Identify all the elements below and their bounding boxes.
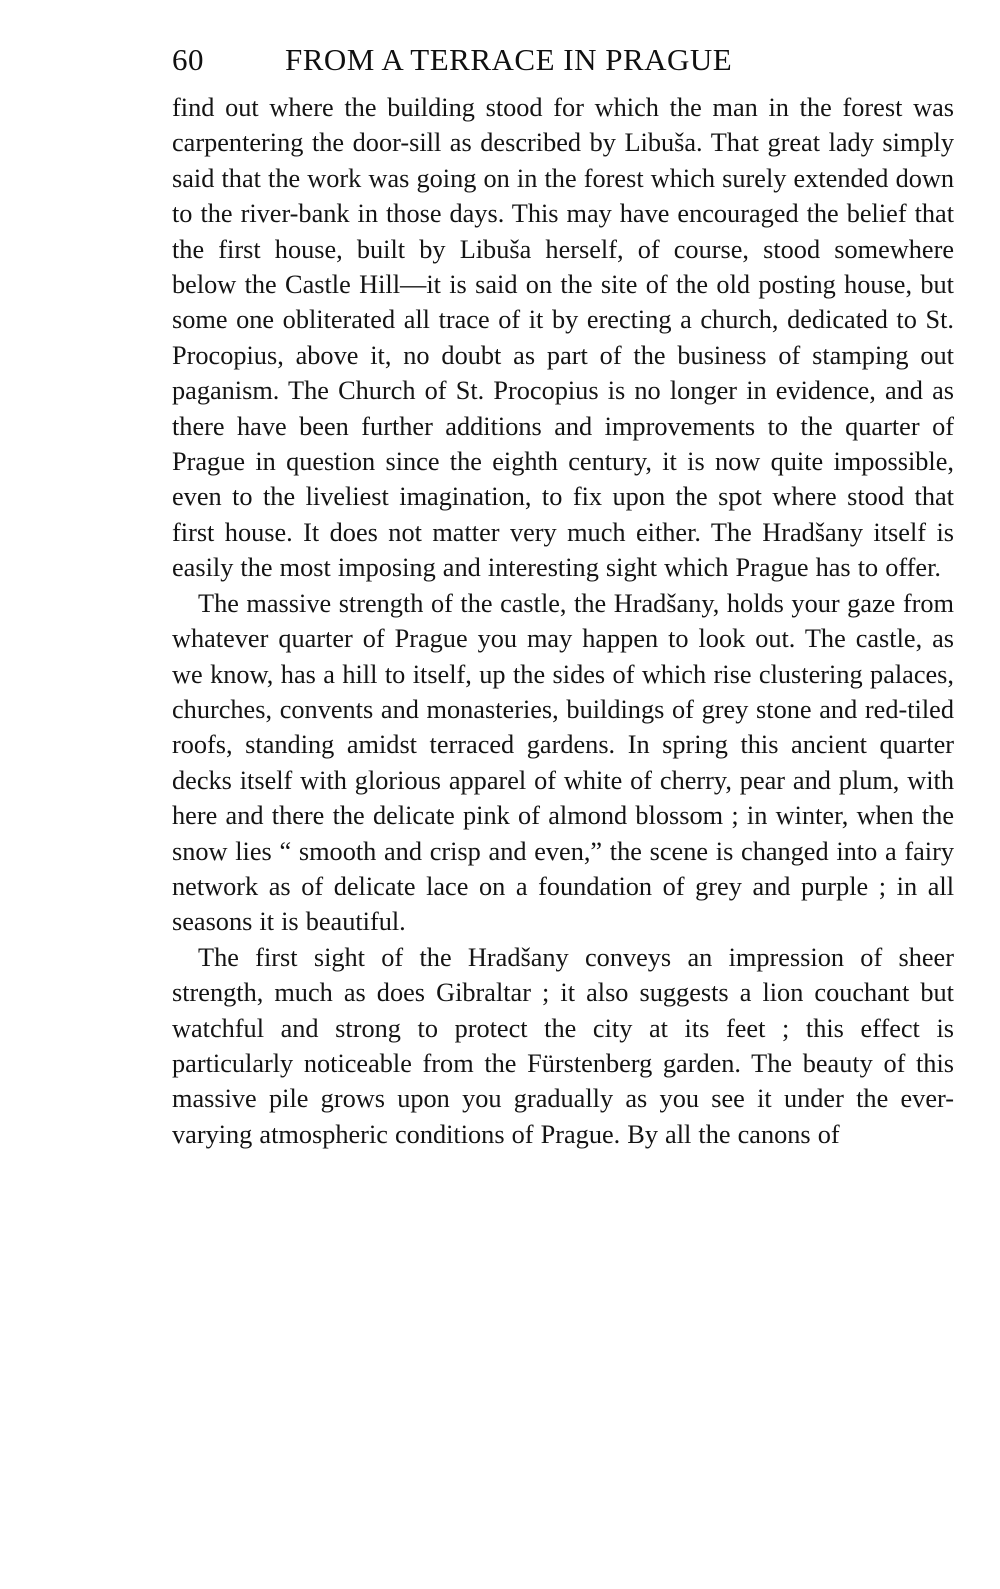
paragraph-first-sight: The first sight of the Hradšany conveys an impression of sheer strength, much as does Gibraltar ; it also suggests a lion couchant but watchful and strong to protect the city at its feet ; this effect is particularly noticeable from the Fürstenberg garden. The beauty of this massive pile grows upon you gradually as you see it under the ever-varying atmospheric conditions of Prague. By all the canons of [172, 942, 954, 1149]
paragraph-continued: find out where the building stood for which the man in the forest was carpentering the door-sill as described by Libuša. That great lady simply said that the work was going on in the forest which surely extended down to the river-bank in those days. This may have encouraged the belief that the first house, built by Libuša herself, of course, stood somewhere below the Castle Hill—it is said on the site of the old posting house, but some one obliterated all trace of it by erecting a church, dedicated to St. Procopius, above it, no doubt as part of the business of stamping out paganism. The Church of St. Procopius is no longer in evidence, and as there have been further additions and improvements to the quarter of Prague in question since the eighth century, it is now quite impossible, even to the liveliest imagination, to fix upon the spot where stood that first house. It does not matter very much either. The Hradšany itself is easily the most imposing and interesting sight which Prague has to offer. [172, 93, 954, 583]
body-text [172, 90, 954, 1152]
book-page [172, 36, 954, 1152]
running-title: FROM A TERRACE IN PRAGUE [285, 42, 733, 77]
running-header [172, 36, 954, 90]
paragraph-castle: The massive strength of the castle, the Hradšany, holds your gaze from whatever quarter of Prague you may happen to look out. The castle, as we know, has a hill to itself, up the sides of which rise clustering palaces, churches, convents and monasteries, buildings of grey stone and red-tiled roofs, standing amidst terraced gardens. In spring this ancient quarter decks itself with glorious apparel of white of cherry, pear and plum, with here and there the delicate pink of almond blossom ; in winter, when the snow lies “ smooth and crisp and even,” the scene is changed into a fairy network as of delicate lace on a foundation of grey and purple ; in all seasons it is beautiful. [172, 588, 954, 937]
page-number: 60 [172, 42, 204, 77]
